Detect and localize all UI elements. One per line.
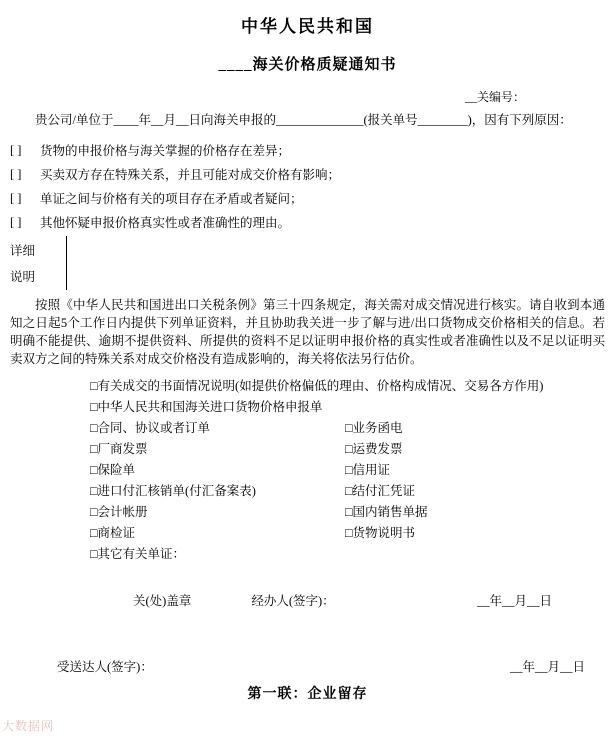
signature-date: __年__月__日: [476, 594, 552, 609]
checklist-item-settlement-voucher: □结付汇凭证: [345, 484, 416, 499]
checklist-item-other: □其它有关单证：: [90, 547, 186, 562]
checklist-item-inspection-cert: □商检证: [90, 526, 136, 541]
ref-number-label: __关编号：: [464, 90, 525, 104]
checkbox-bracket: [ ]: [10, 190, 22, 205]
reason-text: 买卖双方存在特殊关系，并且可能对成交价格有影响；: [40, 168, 341, 183]
legal-paragraph: 按照《中华人民共和国进出口关税条例》第三十四条规定，海关需对成交情况进行核实。请自收到本通知之日起5个工作日内提供下列单证资料，并且协助我关进一步了解与进/出口货物成交价格相关的信息。若明确不能提供、逾期不提供资料、所提供的资料不足以证明申报价格的真实性或者准确性以及不足以证明买卖双方之间的特殊关系对成交价格没有造成影响的，海关将依法另行估价。: [10, 298, 605, 367]
recipient-date: __年__月__日: [509, 660, 585, 675]
checklist-item-insurance: □保险单: [90, 463, 136, 478]
doc-title: 中华人民共和国: [241, 17, 374, 36]
recipient-row: [10, 657, 605, 675]
reason-item: [10, 210, 605, 234]
checklist-item-freight-invoice: □运费发票: [345, 442, 403, 457]
checklist-item-letter-of-credit: □信用证: [345, 463, 391, 478]
checklist-pair-row: [90, 481, 605, 502]
recipient-signature-label: 受送达人(签字)：: [57, 660, 153, 675]
checklist-item-correspondence: □业务函电: [345, 421, 403, 436]
checklist-item-contract: □合同、协议或者订单: [90, 421, 211, 436]
checklist-pair-row: [90, 502, 605, 523]
checklist-item-statement: □有关成交的书面情况说明(如提供价格偏低的理由、价格构成情况、交易各方作用): [90, 379, 544, 394]
checklist-pair-row: [90, 439, 605, 460]
checklist-item-domestic-sales: □国内销售单据: [345, 505, 428, 520]
customs-seal-label: 关(处)盖章: [133, 594, 192, 609]
detail-label-line1: 详细: [10, 244, 36, 259]
checklist-item-manufacturer-invoice: □厂商发票: [90, 442, 148, 457]
reason-text: 单证之间与价格有关的项目存在矛盾或者疑问；: [40, 192, 303, 207]
checklist-pair-row: [90, 460, 605, 481]
checkbox-bracket: [ ]: [10, 142, 22, 157]
reason-item: [10, 162, 605, 186]
detail-label-line2: 说明: [10, 270, 36, 285]
detail-note: [10, 238, 605, 290]
detail-fill-line: [66, 236, 67, 290]
checklist-item-accounting-books: □会计帐册: [90, 505, 148, 520]
detail-labels: [10, 238, 66, 290]
checkbox-bracket: [ ]: [10, 166, 22, 181]
reason-item: [10, 186, 605, 210]
checklist-item-price-declaration: □中华人民共和国海关进口货物价格申报单: [90, 400, 323, 415]
intro-paragraph: 贵公司/单位于____年__月__日向海关申报的______________(报关单号________)，因有下列原因：: [35, 113, 572, 127]
reason-text: 其他怀疑申报价格真实性或者准确性的理由。: [40, 216, 291, 231]
watermark: 大数据网: [2, 719, 55, 733]
document-checklist: [90, 376, 605, 565]
checklist-pair-row: [90, 418, 605, 439]
checkbox-bracket: [ ]: [10, 214, 22, 229]
handler-signature-label: 经办人(签字)：: [251, 594, 335, 609]
reason-text: 货物的申报价格与海关掌握的价格存在差异；: [40, 144, 291, 159]
checklist-pair-row: [90, 523, 605, 544]
doc-subtitle: ____海关价格质疑通知书: [218, 57, 397, 73]
reason-list: [10, 138, 605, 234]
checklist-item-forex-verification: □进口付汇核销单(付汇备案表): [90, 484, 256, 499]
reason-item: [10, 138, 605, 162]
copy-note: 第一联：企业留存: [247, 687, 368, 703]
signature-row: [10, 591, 605, 609]
checklist-item-goods-manual: □货物说明书: [345, 526, 416, 541]
